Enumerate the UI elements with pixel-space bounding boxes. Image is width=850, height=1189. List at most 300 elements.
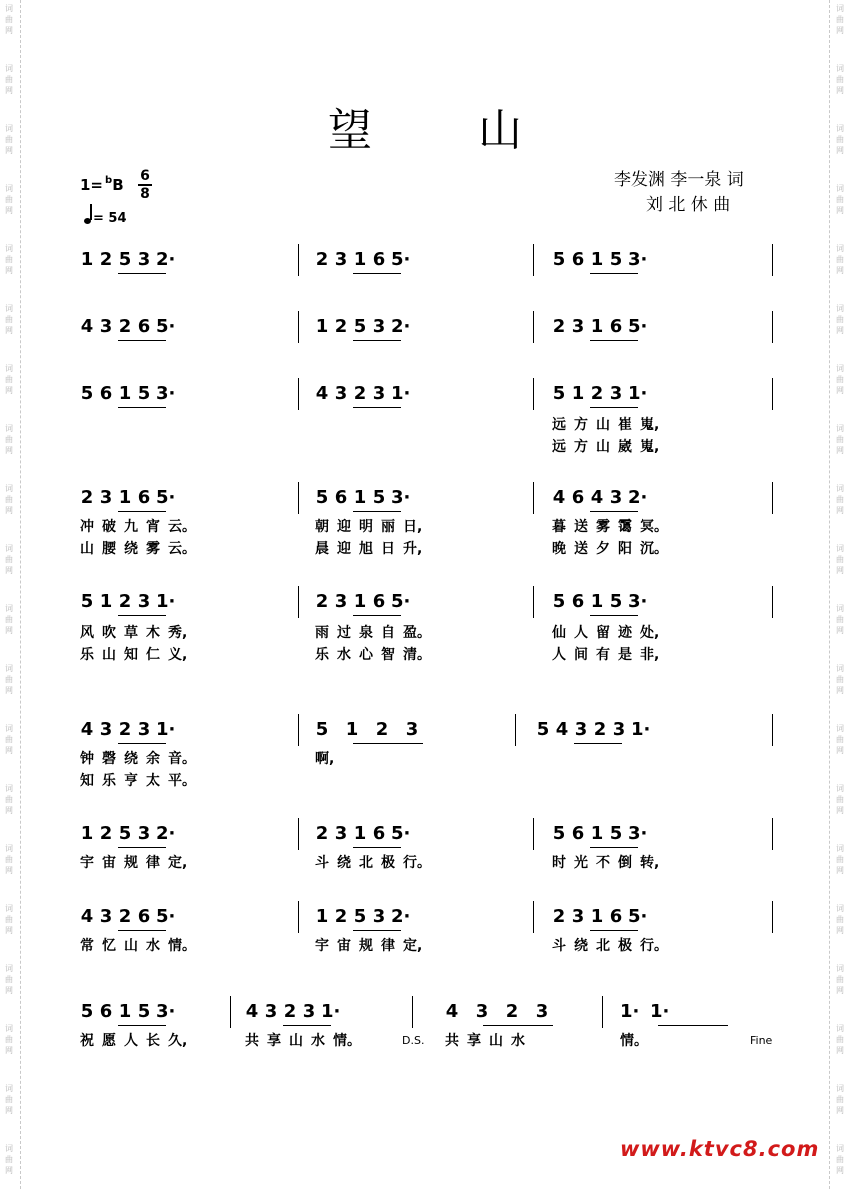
lyric-char: 宙 [102,855,116,871]
lyric-char: 升, [403,541,423,557]
jianpu-note: 2 [118,906,132,927]
watermark-char: 曲 [836,15,844,24]
jianpu-note: 4 [445,1001,459,1022]
watermark-char: 网 [5,266,13,275]
watermark-char: 词 [836,484,844,493]
beam-line [590,847,638,848]
watermark-char: 网 [836,506,844,515]
lyric-char: 乐 [80,647,94,663]
jianpu-note: 4 [80,906,94,927]
jianpu-note: 6 [372,591,386,612]
lyric-char: 享 [267,1033,281,1049]
jianpu-note: 2 [99,823,113,844]
watermark-char: 词 [5,424,13,433]
jianpu-note: 1 [590,906,604,927]
bar-line [772,901,773,933]
watermark-char: 曲 [5,1155,13,1164]
beam-line [353,511,401,512]
watermark-char: 词 [836,964,844,973]
jianpu-note: 6 [137,316,151,337]
watermark-char: 网 [836,626,844,635]
jianpu-note: 3 [137,249,151,270]
lyric-char: 行。 [640,938,668,954]
left-border-line [20,0,21,1189]
credits [614,168,744,218]
lyric-line-1 [445,1030,533,1050]
jianpu-note: 6 [137,487,151,508]
watermark-char: 网 [5,446,13,455]
watermark-char: 网 [5,866,13,875]
lyric-char: 腰 [102,541,116,557]
jianpu-note: 2 [283,1001,297,1022]
watermark-char: 曲 [5,795,13,804]
jianpu-note: 4 [245,1001,259,1022]
bar-line [533,244,534,276]
jianpu-note: 2 [552,316,566,337]
watermark-char: 词 [836,784,844,793]
lyric-line-2 [315,538,425,558]
lyric-char: 晚 [552,541,566,557]
watermark-char: 曲 [836,495,844,504]
jianpu-note: 5· [628,316,648,337]
watermark-char: 曲 [5,855,13,864]
jianpu-note: 3 [571,906,585,927]
jianpu-note: 1 [353,591,367,612]
jianpu-note: 6 [334,487,348,508]
watermark-char: 曲 [5,555,13,564]
watermark-char: 词 [836,1024,844,1033]
beam-line [118,340,166,341]
jianpu-note: 5 [536,719,550,740]
watermark-char: 网 [5,386,13,395]
jianpu-note: 5 [609,591,623,612]
lyric-char: 愿 [102,1033,116,1049]
jianpu-note: 2 [118,719,132,740]
jianpu-note: 1 [118,383,132,404]
jianpu-note: 3 [99,906,113,927]
watermark-char: 网 [836,386,844,395]
watermark-char: 词 [836,4,844,13]
beam-line [590,511,638,512]
lyric-char: 宇 [315,938,329,954]
watermark-char: 网 [836,806,844,815]
lyric-char: 非, [640,647,660,663]
watermark-char: 曲 [836,375,844,384]
lyric-char: 迎 [337,519,351,535]
bar-line [602,996,603,1028]
watermark-char: 曲 [836,555,844,564]
beam-line [353,930,401,931]
lyric-char: 旭 [359,541,373,557]
watermark-char: 曲 [5,675,13,684]
watermark-char: 词 [5,1024,13,1033]
lyric-char: 宙 [337,938,351,954]
jianpu-note: 3 [99,316,113,337]
lyric-line-1 [552,935,668,955]
watermark-char: 曲 [836,915,844,924]
watermark-char: 词 [5,184,13,193]
jianpu-note: 5 [353,316,367,337]
watermark-char: 曲 [836,675,844,684]
jianpu-note: 5· [391,249,411,270]
site-logo-text: www.ktvc8.com [620,1137,820,1161]
lyric-line-1 [315,852,431,872]
lyric-char: 智 [381,647,395,663]
lyric-char: 远 [552,439,566,455]
watermark-char: 曲 [5,135,13,144]
lyric-char: 乐 [102,773,116,789]
lyric-char: 雾 [146,541,160,557]
watermark-char: 曲 [5,1035,13,1044]
lyric-char: 绕 [574,938,588,954]
lyric-char: 太 [146,773,160,789]
lyric-line-2 [80,538,196,558]
bar-line [298,586,299,618]
watermark-char: 词 [5,1084,13,1093]
watermark-char: 曲 [836,615,844,624]
key-note: B [112,176,124,194]
jianpu-note: 2 [315,249,329,270]
watermark-char: 词 [836,124,844,133]
time-signature [138,169,152,201]
lyric-char: 雾 [596,519,610,535]
watermark-char: 网 [836,566,844,575]
jianpu-note: 2 [552,906,566,927]
jianpu-note: 3 [609,383,623,404]
watermark-char: 网 [5,1046,13,1055]
watermark-char: 词 [5,964,13,973]
jianpu-note: 3 [372,906,386,927]
bar-line [772,378,773,410]
right-border-line [829,0,830,1189]
lyric-char: 北 [359,855,373,871]
bar-line [533,586,534,618]
watermark-char: 词 [836,64,844,73]
watermark-char: 词 [5,844,13,853]
beam-line [118,847,166,848]
key-prefix: 1= [80,176,104,194]
time-signature-bottom: 8 [140,186,150,202]
jianpu-note: 3 [609,487,623,508]
watermark-char: 曲 [5,75,13,84]
lyric-char: 山 [80,541,94,557]
lyric-char: 久, [168,1033,188,1049]
lyric-line-1 [315,748,337,768]
lyric-char: 水 [146,938,160,954]
jianpu-note: 5 [118,249,132,270]
jianpu-note: 5· [391,823,411,844]
jianpu-note: 1· [391,383,411,404]
jianpu-note: 5· [156,316,176,337]
beam-line [574,743,622,744]
jianpu-note: 1 [590,591,604,612]
watermark-char: 曲 [5,435,13,444]
beam-line [353,743,423,744]
lyric-char: 知 [80,773,94,789]
bar-line [772,818,773,850]
lyric-char: 秀, [168,625,188,641]
lyric-char: 暮 [552,519,566,535]
jianpu-note: 3 [475,1001,489,1022]
watermark-char: 网 [836,986,844,995]
lyric-line-2 [80,644,190,664]
lyric-char: 祝 [80,1033,94,1049]
watermark-char: 曲 [5,735,13,744]
watermark-char: 曲 [836,75,844,84]
bar-line [772,482,773,514]
watermark-char: 词 [5,544,13,553]
lyric-char: 绕 [124,751,138,767]
lyric-char: 有 [596,647,610,663]
beam-line [118,930,166,931]
watermark-char: 词 [836,1084,844,1093]
jianpu-note: 1 [571,383,585,404]
watermark-char: 网 [836,866,844,875]
lyric-char: 人 [552,647,566,663]
watermark-char: 词 [836,904,844,913]
watermark-char: 网 [5,566,13,575]
lyric-line-1 [620,1030,648,1050]
watermark-char: 词 [5,364,13,373]
bar-line [772,586,773,618]
lyric-char: 转, [640,855,660,871]
lyric-char: 雨 [315,625,329,641]
lyric-char: 亨 [124,773,138,789]
jianpu-note: 3 [137,591,151,612]
watermark-char: 词 [5,64,13,73]
jianpu-note: 5 [609,249,623,270]
lyric-char: 宵 [146,519,160,535]
watermark-char: 网 [5,146,13,155]
watermark-char: 网 [836,1046,844,1055]
bar-line [298,244,299,276]
lyric-char: 山 [596,417,610,433]
jianpu-note: 1 [345,719,359,740]
lyric-char: 山 [124,938,138,954]
watermark-char: 网 [5,806,13,815]
lyric-char: 倒 [618,855,632,871]
jianpu-note: 5 [80,1001,94,1022]
lyric-char: 人 [574,625,588,641]
jianpu-note: 5 [372,487,386,508]
watermark-char: 词 [836,544,844,553]
beam-line [118,511,166,512]
jianpu-note: 2 [315,823,329,844]
lyric-char: 迎 [337,541,351,557]
jianpu-note: 5· [156,487,176,508]
watermark-char: 词 [836,364,844,373]
lyric-char: 云。 [168,519,196,535]
lyric-char: 留 [596,625,610,641]
watermark-char: 词 [5,4,13,13]
watermark-char: 网 [836,206,844,215]
lyric-char: 冥。 [640,519,668,535]
watermark-char: 曲 [5,975,13,984]
watermark-char: 网 [5,206,13,215]
jianpu-note: 1 [590,249,604,270]
beam-line [353,847,401,848]
jianpu-note: 2· [391,906,411,927]
lyric-line-1 [315,622,431,642]
lyric-line-1 [552,516,668,536]
lyric-char: 不 [596,855,610,871]
lyric-char: 仁 [146,647,160,663]
bar-line [772,244,773,276]
jianpu-note: 2 [118,591,132,612]
tempo-value: = 54 [93,211,127,226]
jianpu-note: 3 [302,1001,316,1022]
jianpu-note: 2· [628,487,648,508]
watermark-char: 网 [836,1166,844,1175]
lyric-char: 冲 [80,519,94,535]
watermark-char: 词 [836,184,844,193]
lyric-char: 情。 [333,1033,361,1049]
jianpu-note: 3· [156,1001,176,1022]
watermark-char: 网 [5,926,13,935]
lyric-char: 晨 [315,541,329,557]
bar-line [298,378,299,410]
jianpu-note: 6 [99,383,113,404]
jianpu-note: 1 [353,823,367,844]
watermark-char: 曲 [836,735,844,744]
lyric-char: 定, [168,855,188,871]
lyric-char: 日, [403,519,423,535]
watermark-char: 词 [5,484,13,493]
watermark-char: 曲 [5,315,13,324]
lyric-char: 共 [245,1033,259,1049]
bar-line [533,378,534,410]
jianpu-note: 3 [571,316,585,337]
watermark-char: 网 [836,146,844,155]
jianpu-note: 1 [80,823,94,844]
watermark-char: 词 [5,1144,13,1153]
jianpu-note: 2 [99,249,113,270]
watermark-char: 词 [5,724,13,733]
bar-line [533,818,534,850]
jianpu-note: 5 [315,487,329,508]
jianpu-note: 2· [156,249,176,270]
watermark-char: 词 [836,724,844,733]
watermark-char: 网 [5,1166,13,1175]
watermark-char: 网 [5,506,13,515]
watermark-char: 网 [836,746,844,755]
watermark-char: 曲 [836,1035,844,1044]
watermark-char: 词 [5,604,13,613]
lyric-line-2 [80,770,196,790]
watermark-char: 曲 [836,1155,844,1164]
watermark-char: 网 [836,446,844,455]
lyric-char: 水 [511,1033,525,1049]
lyric-char: 清。 [403,647,431,663]
jianpu-note: 1· [628,383,648,404]
flat-sign: b [105,175,113,186]
lyric-char: 规 [359,938,373,954]
jianpu-note: 5 [137,1001,151,1022]
jianpu-note: 5 [118,823,132,844]
lyric-char: 绕 [124,541,138,557]
jianpu-note: 5 [609,823,623,844]
lyric-char: 律 [381,938,395,954]
watermark-char: 词 [5,244,13,253]
lyric-char: 盈。 [403,625,431,641]
lyric-char: 过 [337,625,351,641]
bar-line [533,482,534,514]
lyric-char: 时 [552,855,566,871]
lyric-char: 情。 [168,938,196,954]
lyric-char: 行。 [403,855,431,871]
lyric-char: 间 [574,647,588,663]
lyric-char: 处, [640,625,660,641]
jianpu-note: 4 [315,383,329,404]
beam-line [283,1025,331,1026]
lyric-char: 忆 [102,938,116,954]
lyric-char: 人 [124,1033,138,1049]
lyric-char: 崔 [618,417,632,433]
lyric-line-1 [552,852,662,872]
watermark-char: 网 [836,86,844,95]
jianpu-note: 3 [612,719,626,740]
watermark-char: 网 [5,686,13,695]
jianpu-note: 6 [137,906,151,927]
beam-line [590,340,638,341]
jianpu-note: 1· [156,591,176,612]
jianpu-note: 3 [334,249,348,270]
bar-line [772,311,773,343]
jianpu-note: 1 [80,249,94,270]
watermark-char: 网 [836,266,844,275]
watermark-char: 曲 [836,255,844,264]
watermark-char: 词 [836,424,844,433]
watermark-char: 曲 [5,1095,13,1104]
jianpu-note: 2 [334,316,348,337]
lyric-char: 送 [574,541,588,557]
watermark-char: 词 [5,304,13,313]
jianpu-note: 3 [405,719,419,740]
lyric-char: 斗 [315,855,329,871]
lyric-char: 木 [146,625,160,641]
watermark-char: 曲 [5,915,13,924]
watermark-char: 曲 [836,315,844,324]
lyric-char: 山 [102,647,116,663]
jianpu-note: 3 [99,719,113,740]
watermark-char: 网 [5,26,13,35]
beam-line [658,1025,728,1026]
beam-line [118,407,166,408]
watermark-char: 曲 [5,255,13,264]
jianpu-note: 6 [571,487,585,508]
lyric-line-1 [80,622,190,642]
watermark-char: 词 [5,784,13,793]
jianpu-note: 1 [118,487,132,508]
lyric-char: 朝 [315,519,329,535]
lyric-char: 定, [403,938,423,954]
jianpu-note: 3 [535,1001,549,1022]
jianpu-note: 3· [628,249,648,270]
lyric-char: 斗 [552,938,566,954]
beam-line [353,407,401,408]
lyric-char: 律 [146,855,160,871]
watermark-char: 词 [836,844,844,853]
jianpu-note: 2 [353,383,367,404]
jianpu-note: 6 [571,591,585,612]
jianpu-note: 1 [118,1001,132,1022]
beam-line [118,615,166,616]
lyric-char: 嵬, [640,417,660,433]
lyric-char: 钟 [80,751,94,767]
lyric-char: 常 [80,938,94,954]
lyric-char: 送 [574,519,588,535]
lyric-line-1 [80,748,196,768]
